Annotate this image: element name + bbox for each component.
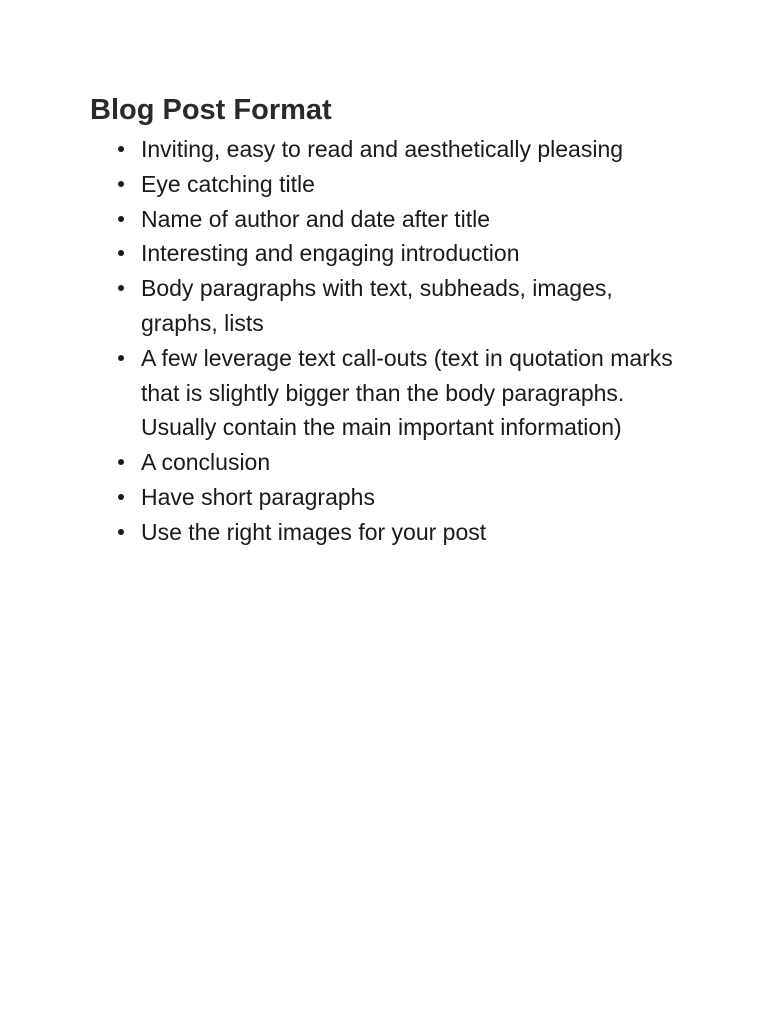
list-item-text: A conclusion xyxy=(141,449,271,476)
bullet-icon xyxy=(118,285,124,291)
page-title: Blog Post Format xyxy=(90,94,332,126)
bullet-icon xyxy=(118,250,124,256)
list-item xyxy=(141,236,678,271)
bullet-icon xyxy=(118,181,124,187)
list-item xyxy=(141,480,678,515)
list-item xyxy=(141,445,678,480)
bullet-icon xyxy=(118,459,124,465)
list-item xyxy=(141,202,678,237)
list-item-text: Name of author and date after title xyxy=(141,205,491,232)
list-item-text: Have short paragraphs xyxy=(141,483,375,510)
list-item xyxy=(141,271,678,341)
list-item-text: Body paragraphs with text, subheads, images, graphs, lists xyxy=(141,275,613,336)
list-item-text: Inviting, easy to read and aesthetically pleasing xyxy=(141,136,624,162)
list-item-text: A few leverage text call-outs (text in quotation marks that is slightly bigger than the body paragraphs. Usually contain the main important information) xyxy=(141,344,673,441)
bullet-icon xyxy=(118,529,124,535)
list-item xyxy=(141,132,678,167)
list-item xyxy=(141,341,678,445)
bullet-icon xyxy=(118,216,124,222)
list-item-text: Interesting and engaging introduction xyxy=(141,240,520,267)
list-item-text: Eye catching title xyxy=(141,170,315,197)
list-item xyxy=(141,167,678,202)
format-list xyxy=(90,132,678,550)
list-item xyxy=(141,515,678,550)
bullet-icon xyxy=(118,355,124,361)
bullet-icon xyxy=(118,494,124,500)
bullet-icon xyxy=(118,146,124,152)
list-item-text: Use the right images for your post xyxy=(141,518,487,545)
